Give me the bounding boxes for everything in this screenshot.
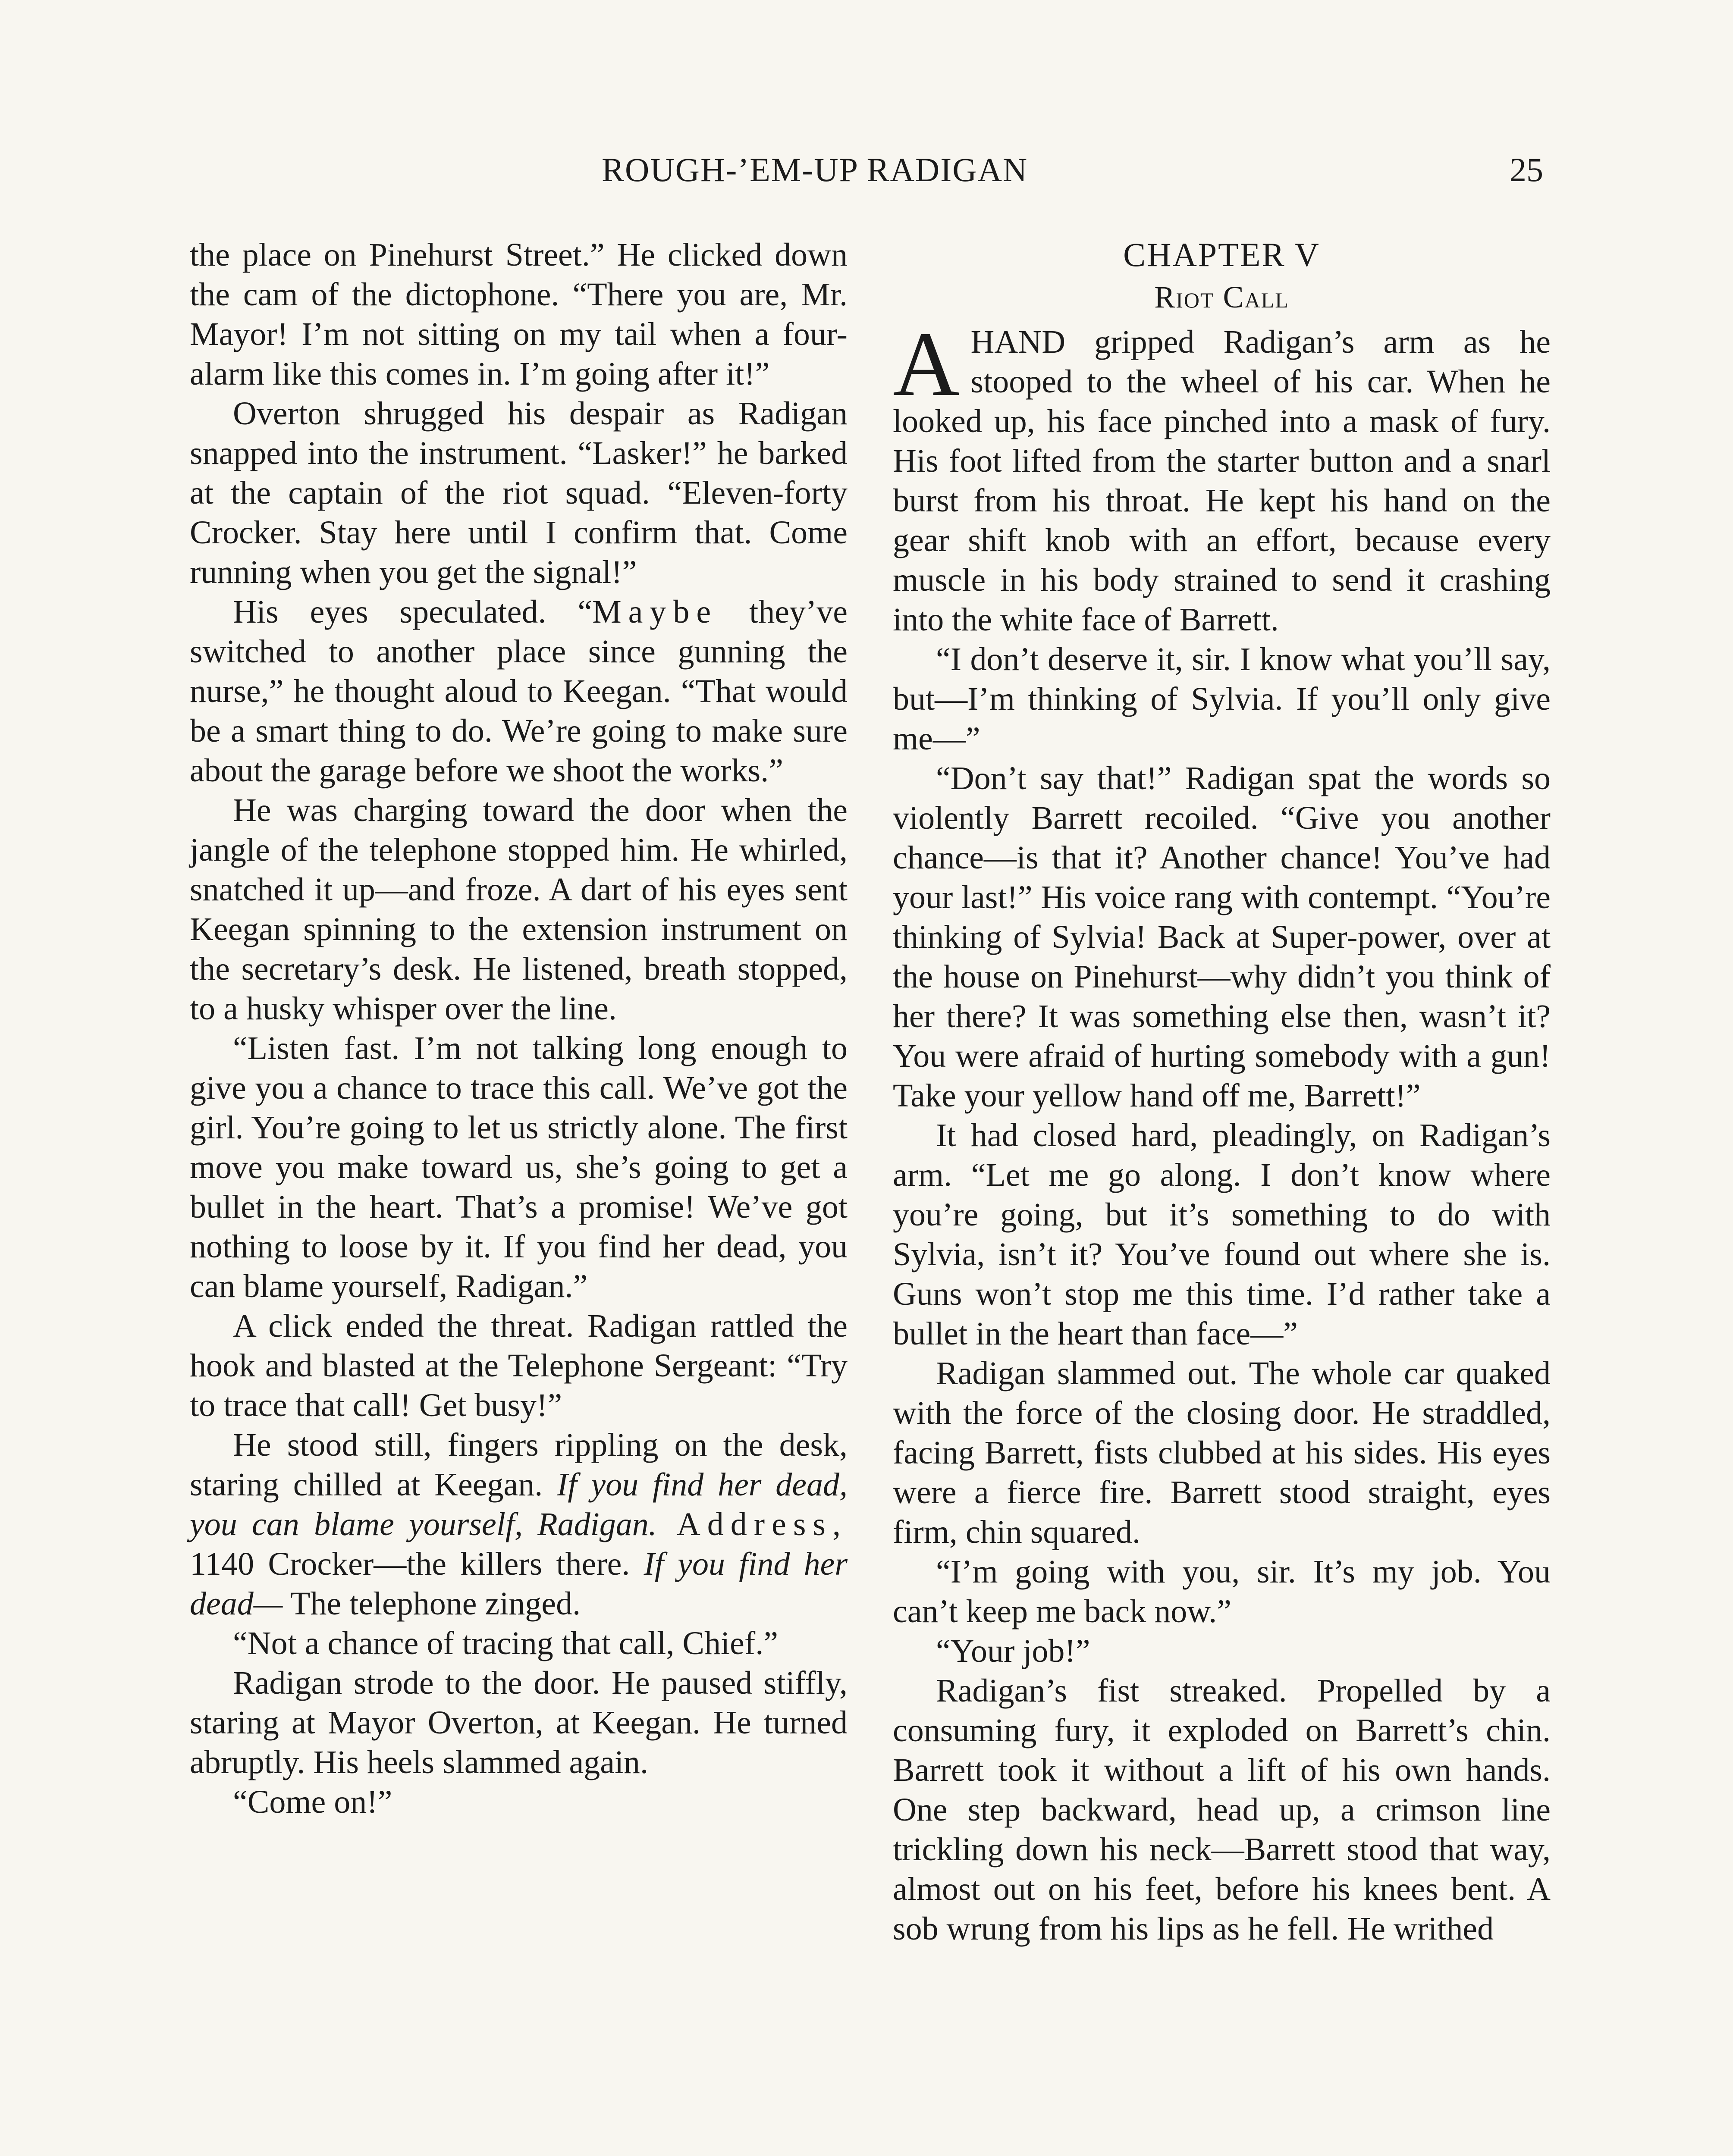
paragraph: A click ended the threat. Radigan rattled the hook and blasted at the Telephone Sergeant: “Try to trace that call! Get busy!” xyxy=(190,1308,848,1423)
paragraph: “Come on!” xyxy=(233,1784,392,1820)
paragraph: “Not a chance of tracing that call, Chief.” xyxy=(233,1625,778,1661)
chapter-heading: CHAPTER V xyxy=(1123,236,1320,273)
paragraph xyxy=(190,592,848,790)
chapter-title: Riot Call xyxy=(1154,280,1289,314)
letterspaced-word: Address, xyxy=(656,1506,848,1542)
page-number: 25 xyxy=(1510,151,1543,188)
left-column xyxy=(190,235,848,1822)
paragraph xyxy=(190,1425,848,1623)
text-run: His eyes speculated. “ xyxy=(233,594,593,630)
paragraph: Radigan strode to the door. He paused stiffly, staring at Mayor Overton, at Keegan. He turned abruptly. His heels slammed again. xyxy=(190,1665,848,1780)
text-run: The telephone zinged. xyxy=(283,1586,581,1622)
paragraph: It had closed hard, pleadingly, on Radigan’s arm. “Let me go along. I don’t know where you’re going, but it’s something to do with Sylvia, isn’t it? You’ve found out where she is. Guns won’t stop me this time. I’d rather take a bullet in the heart than face—” xyxy=(893,1117,1551,1352)
paragraph: Radigan slammed out. The whole car quaked with the force of the closing door. He straddled, facing Barrett, fists clubbed at his sides. His eyes were a fierce fire. Barrett stood straight, eyes firm, chin squared. xyxy=(893,1355,1551,1550)
opening-paragraph xyxy=(893,313,1551,639)
paragraph: He was charging toward the door when the jangle of the telephone stopped him. He whirled, snatched it up—and froze. A dart of his eyes sent Keegan spinning to the extension instrument on the secretary’s desk. He listened, breath stopped, to a husky whisper over the line. xyxy=(190,792,848,1027)
running-head: ROUGH-’EM-UP RADIGAN xyxy=(602,151,1028,188)
paragraph: Radigan’s fist streaked. Propelled by a consuming fury, it exploded on Barrett’s chin. Barrett took it without a lift of his own hands. One step backward, head up, a crimson line trickling down his neck—Barrett stood that way, almost out on his feet, before his knees bent. A sob wrung from his lips as he fell. He writhed xyxy=(893,1673,1551,1947)
small-caps-lead: HAND xyxy=(970,324,1066,360)
drop-cap: A xyxy=(893,313,960,415)
paragraph: “Don’t say that!” Radigan spat the words so violently Barrett recoiled. “Give you another chance—is that it? Another chance! You’ve had your last!” His voice rang with contempt. “You’re thinking of Sylvia! Back at Super-power, over at the house on Pinehurst—why didn’t you think of her there? It was something else then, wasn’t it? You were afraid of hurting somebody with a gun! Take your yellow hand off me, Barrett!” xyxy=(893,760,1551,1114)
paragraph: “I don’t deserve it, sir. I know what you’ll say, but—I’m thinking of Sylvia. If you’ll only give me—” xyxy=(893,641,1551,757)
text-run: He stood still, fingers rippling on the desk, staring chilled at Keegan. xyxy=(190,1427,848,1503)
letterspaced-word: Maybe xyxy=(592,594,718,630)
paragraph: Overton shrugged his despair as Radigan snapped into the instrument. “Lasker!” he barked at the captain of the riot squad. “Eleven-forty Crocker. Stay here until I confirm that. Come running when you get the signal!” xyxy=(190,395,848,590)
paragraph: the place on Pinehurst Street.” He clicked down the cam of the dictophone. “There you are, Mr. Mayor! I’m not sitting on my tail when a four-alarm like this comes in. I’m going after it!” xyxy=(190,237,848,392)
italic-quote: If you find her dead— xyxy=(190,1546,848,1622)
text-run: they’ve switched to another place since gunning the nurse,” he thought aloud to Keegan. “That would be a smart thing to do. We’re going to make sure about the garage before we shoot the works.” xyxy=(190,594,848,789)
text-run: gripped Radigan’s arm as he stooped to the wheel of his car. When he looked up, his face pinched into a mask of fury. His foot lifted from the starter button and a snarl burst from his throat. He kept his hand on the gear shift knob with an effort, because every muscle in his body strained to send it crashing into the white face of Barrett. xyxy=(893,324,1551,638)
italic-quote: If you find her dead, you can blame yourself, Radigan. xyxy=(190,1467,848,1542)
paragraph: “Listen fast. I’m not talking long enough to give you a chance to trace this call. We’ve got the girl. You’re going to let us strictly alone. The first move you make toward us, she’s going to get a bullet in the heart. That’s a promise! We’ve got nothing to loose by it. If you find her dead, you can blame yourself, Radigan.” xyxy=(190,1030,848,1304)
right-column xyxy=(893,235,1551,1949)
text-run: 1140 Crocker—the killers there. xyxy=(190,1546,644,1582)
paragraph: “I’m going with you, sir. It’s my job. You can’t keep me back now.” xyxy=(893,1554,1551,1630)
paragraph: “Your job!” xyxy=(936,1633,1090,1669)
